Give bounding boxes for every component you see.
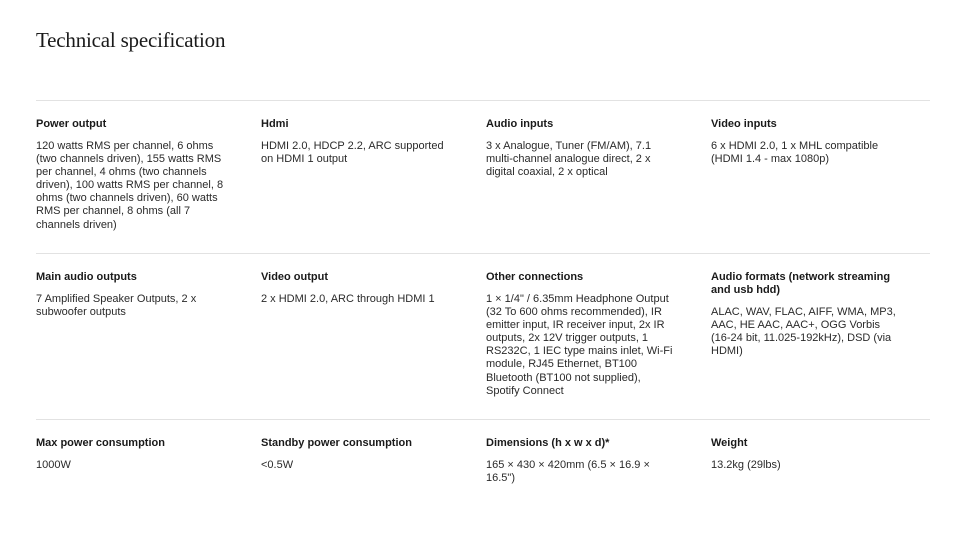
spec-row [36,100,930,231]
spec-value: HDMI 2.0, HDCP 2.2, ARC supported on HDMI 1 output [261,140,444,166]
spec-value: <0.5W [261,459,294,471]
spec-video-output [261,271,451,306]
spec-label: Main audio outputs [36,271,137,283]
spec-label: Weight [711,437,748,449]
spec-value: 1000W [36,459,71,471]
spec-label: Audio inputs [486,118,554,130]
spec-hdmi [261,118,451,166]
spec-audio-inputs [486,118,676,179]
spec-label: Standby power consumption [261,437,412,449]
spec-label: Audio formats (network streaming and usb hdd) [711,271,891,296]
spec-other-connections [486,271,676,398]
spec-value: 13.2kg (29lbs) [711,459,781,471]
spec-label: Power output [36,118,107,130]
spec-power-output [36,118,226,232]
spec-video-inputs [711,118,901,166]
spec-weight [711,437,901,472]
spec-value: 6 x HDMI 2.0, 1 x MHL compatible (HDMI 1.4 - max 1080p) [711,140,879,166]
spec-value: 2 x HDMI 2.0, ARC through HDMI 1 [261,293,435,305]
spec-max-power-consumption [36,437,226,472]
spec-label: Hdmi [261,118,289,130]
spec-label: Video inputs [711,118,777,130]
spec-standby-power-consumption [261,437,451,472]
spec-dimensions [486,437,676,485]
spec-value: 165 × 430 × 420mm (6.5 × 16.9 × 16.5") [486,459,650,485]
spec-label: Dimensions (h x w x d)* [486,437,610,449]
spec-value: 7 Amplified Speaker Outputs, 2 x subwoofer outputs [36,293,197,319]
spec-label: Other connections [486,271,584,283]
spec-row [36,419,930,485]
spec-label: Video output [261,271,329,283]
spec-value: 1 × 1/4" / 6.35mm Headphone Output (32 To 600 ohms recommended), IR emitter input, IR receiver input, 2x IR outputs, 2x 12V trigger outputs, 1 RS232C, 1 IEC type mains inlet, Wi-Fi module, RJ45 Ethernet, BT100 Bluetooth (BT100 not supplied), Spotify Connect [486,293,673,397]
spec-main-audio-outputs [36,271,226,319]
spec-value: 120 watts RMS per channel, 6 ohms (two channels driven), 155 watts RMS per channel, 4 ohms (two channels driven), 100 watts RMS per channel, 8 ohms (two channels driven), 60 watts RMS per channel, 8 ohms (all 7 channels driven) [36,140,224,231]
spec-value: ALAC, WAV, FLAC, AIFF, WMA, MP3, AAC, HE AAC, AAC+, OGG Vorbis (16-24 bit, 11.025-192kHz), DSD (via HDMI) [711,306,896,358]
spec-value: 3 x Analogue, Tuner (FM/AM), 7.1 multi-channel analogue direct, 2 x digital coaxial, 2 x optical [486,140,652,179]
spec-row [36,253,930,397]
spec-audio-formats [711,271,896,358]
spec-label: Max power consumption [36,437,165,449]
page-title: Technical specification [36,28,226,52]
